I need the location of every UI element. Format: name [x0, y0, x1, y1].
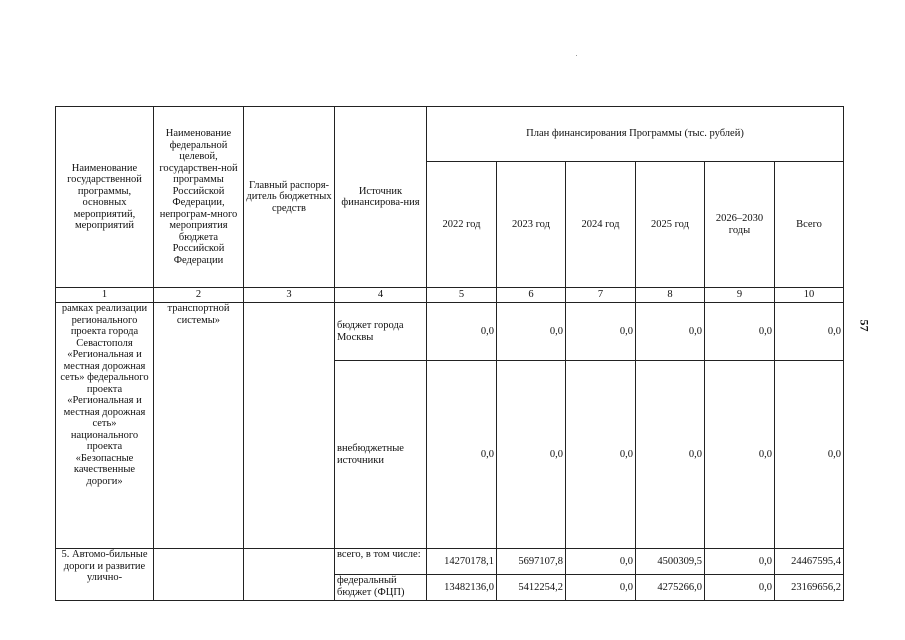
value-cell: 0,0 — [566, 361, 636, 549]
column-number: 9 — [705, 288, 775, 303]
header-col-funding-source: Источник финансирова-ния — [335, 107, 427, 288]
measure-name-cell: рамках реализации регионального проекта города Севастополя «Региональная и местная дорожная сеть» федерального проекта «Региональная и местная дорожная сеть» национального проекта «Безопасные качественные дороги» — [56, 303, 154, 549]
header-col-budget-manager: Главный распоря-дитель бюджетных средств — [244, 107, 335, 288]
federal-program-cell: транспортной системы» — [154, 303, 244, 549]
header-year-2025: 2025 год — [636, 162, 705, 288]
table-row — [56, 549, 844, 575]
scan-speck — [576, 55, 577, 56]
budget-manager-cell — [244, 549, 335, 601]
header-year-2026-2030: 2026–2030 годы — [705, 162, 775, 288]
value-cell: 0,0 — [566, 303, 636, 361]
value-cell: 0,0 — [705, 361, 775, 549]
value-cell: 5412254,2 — [497, 575, 566, 601]
value-cell: 0,0 — [497, 361, 566, 549]
table-row — [56, 303, 844, 361]
header-col-program: Наименование государственной программы, основных мероприятий, мероприятий — [56, 107, 154, 288]
page-number: 57 — [857, 319, 872, 332]
value-cell: 23169656,2 — [775, 575, 844, 601]
value-cell: 0,0 — [705, 575, 775, 601]
header-year-2023: 2023 год — [497, 162, 566, 288]
funding-source-cell: всего, в том числе: — [335, 549, 427, 575]
value-cell: 4275266,0 — [636, 575, 705, 601]
budget-manager-cell — [244, 303, 335, 549]
federal-program-cell — [154, 549, 244, 601]
value-cell: 13482136,0 — [427, 575, 497, 601]
value-cell: 0,0 — [566, 575, 636, 601]
header-year-2022: 2022 год — [427, 162, 497, 288]
value-cell: 14270178,1 — [427, 549, 497, 575]
column-number-row — [56, 288, 844, 303]
value-cell: 0,0 — [775, 303, 844, 361]
column-number: 1 — [56, 288, 154, 303]
value-cell: 0,0 — [497, 303, 566, 361]
header-row-1 — [56, 107, 844, 162]
header-year-2024: 2024 год — [566, 162, 636, 288]
column-number: 7 — [566, 288, 636, 303]
column-number: 2 — [154, 288, 244, 303]
value-cell: 0,0 — [636, 361, 705, 549]
value-cell: 0,0 — [566, 549, 636, 575]
value-cell: 4500309,5 — [636, 549, 705, 575]
column-number: 8 — [636, 288, 705, 303]
funding-source-cell: внебюджетные источники — [335, 361, 427, 549]
funding-source-cell: бюджет города Москвы — [335, 303, 427, 361]
measure-name-cell: 5. Автомо-бильные дороги и развитие улично- — [56, 549, 154, 601]
value-cell: 0,0 — [775, 361, 844, 549]
column-number: 6 — [497, 288, 566, 303]
column-number: 5 — [427, 288, 497, 303]
header-plan-title: План финансирования Программы (тыс. рублей) — [427, 107, 844, 162]
funding-source-cell: федеральный бюджет (ФЦП) — [335, 575, 427, 601]
financing-plan-table — [55, 106, 844, 601]
column-number: 4 — [335, 288, 427, 303]
value-cell: 24467595,4 — [775, 549, 844, 575]
column-number: 10 — [775, 288, 844, 303]
value-cell: 0,0 — [636, 303, 705, 361]
value-cell: 0,0 — [427, 361, 497, 549]
column-number: 3 — [244, 288, 335, 303]
value-cell: 0,0 — [705, 549, 775, 575]
value-cell: 5697107,8 — [497, 549, 566, 575]
value-cell: 0,0 — [427, 303, 497, 361]
header-col-federal-program: Наименование федеральной целевой, государствен-ной программы Российской Федерации, непрограм-много мероприятия бюджета Российской Федерации — [154, 107, 244, 288]
value-cell: 0,0 — [705, 303, 775, 361]
header-total: Всего — [775, 162, 844, 288]
